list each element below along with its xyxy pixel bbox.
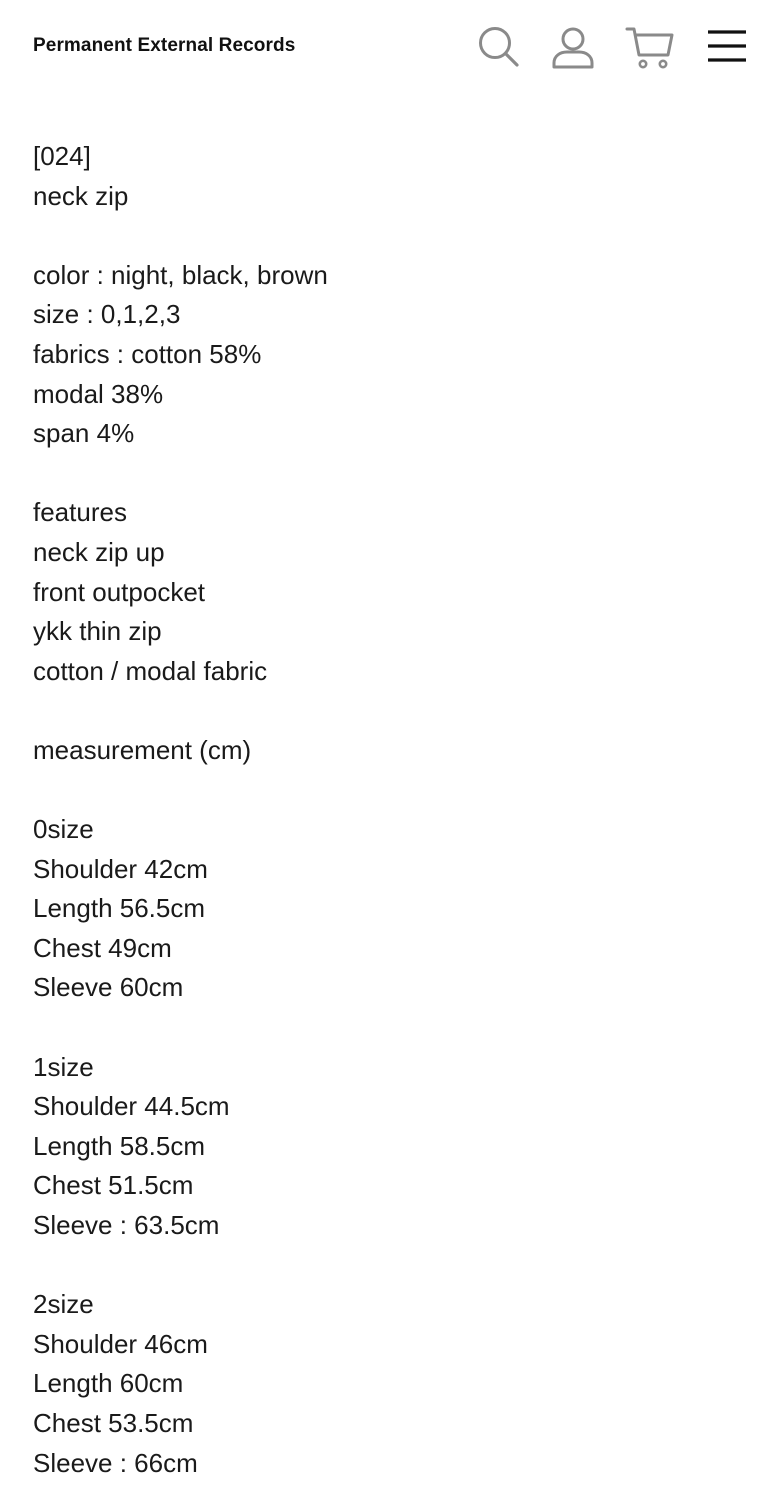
measurement-line: Chest 49cm: [33, 932, 172, 963]
size-label: 2size: [33, 1289, 94, 1320]
product-description: [33, 137, 753, 1483]
measurement-line: Length 60cm: [33, 1368, 184, 1399]
measurement-line: Sleeve : 66cm: [33, 1447, 198, 1478]
features-title: features: [33, 497, 127, 528]
brand-logo-text[interactable]: Permanent External Records: [33, 35, 296, 56]
measurement-line: Length 58.5cm: [33, 1130, 206, 1161]
spacer: [33, 1008, 753, 1048]
size-label: 1size: [33, 1051, 94, 1082]
spacer: [33, 454, 753, 494]
measurement-line: Shoulder 42cm: [33, 853, 208, 884]
spacer: [33, 216, 753, 256]
product-size: size : 0,1,2,3: [33, 299, 181, 330]
search-icon[interactable]: [474, 22, 524, 72]
feature-item: ykk thin zip: [33, 616, 162, 647]
measurement-line: Chest 51.5cm: [33, 1170, 194, 1201]
fabric-line: fabrics : cotton 58%: [33, 338, 262, 369]
user-icon[interactable]: [548, 22, 598, 72]
measurement-line: Shoulder 44.5cm: [33, 1091, 230, 1122]
spacer: [33, 691, 753, 731]
measurement-line: Chest 53.5cm: [33, 1408, 194, 1438]
feature-item: neck zip up: [33, 536, 165, 567]
site-header: [0, 0, 780, 96]
feature-item: cotton / modal fabric: [33, 655, 268, 686]
measurement-line: Sleeve : 63.5cm: [33, 1210, 220, 1241]
cart-icon[interactable]: [624, 22, 674, 72]
measurement-line: Length 56.5cm: [33, 893, 206, 924]
measurement-line: Sleeve 60cm: [33, 972, 184, 1003]
fabric-line: modal 38%: [33, 378, 164, 409]
hamburger-menu-icon[interactable]: [702, 22, 752, 72]
feature-item: front outpocket: [33, 576, 205, 607]
measurement-title: measurement (cm): [33, 734, 252, 765]
spacer: [33, 1246, 753, 1286]
product-color: color : night, black, brown: [33, 259, 328, 290]
spacer: [33, 771, 753, 811]
fabric-line: span 4%: [33, 418, 135, 449]
product-code: [024]: [33, 141, 91, 171]
product-name: neck zip: [33, 180, 129, 211]
measurement-line: Shoulder 46cm: [33, 1328, 208, 1359]
size-label: 0size: [33, 814, 94, 845]
